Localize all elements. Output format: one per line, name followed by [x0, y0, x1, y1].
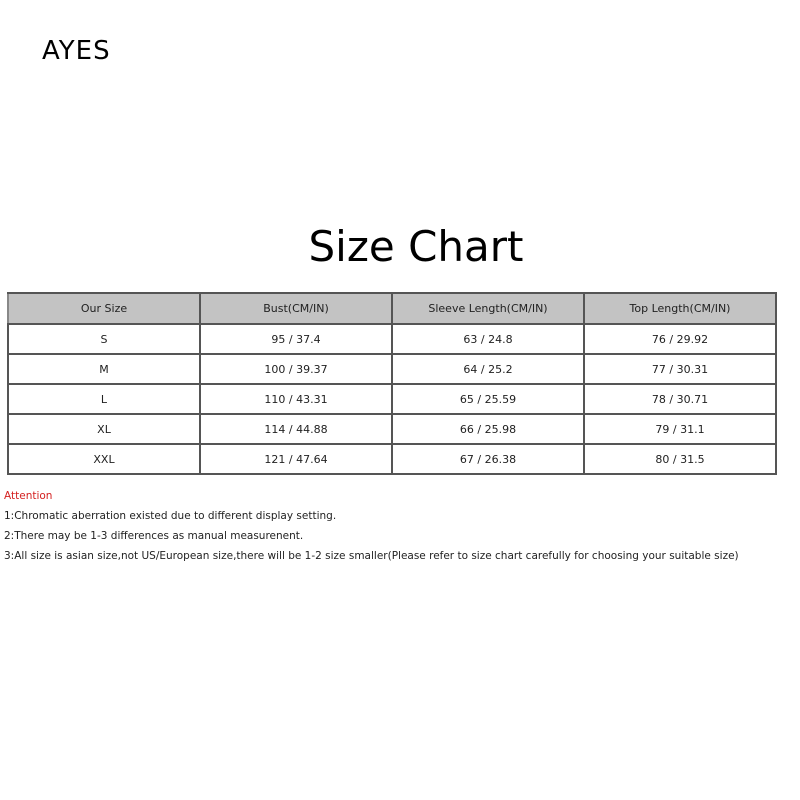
cell-bust: 95 / 37.4 — [200, 324, 392, 354]
cell-sleeve-length: 64 / 25.2 — [392, 354, 584, 384]
cell-sleeve-length: 65 / 25.59 — [392, 384, 584, 414]
note-item: 1:Chromatic aberration existed due to different display setting. — [4, 510, 337, 522]
cell-bust: 114 / 44.88 — [200, 414, 392, 444]
cell-top-length: 79 / 31.1 — [584, 414, 776, 444]
attention-heading: Attention — [4, 490, 53, 502]
table-row — [8, 384, 776, 414]
cell-sleeve-length: 66 / 25.98 — [392, 414, 584, 444]
cell-bust: 110 / 43.31 — [200, 384, 392, 414]
table-row — [8, 354, 776, 384]
table-header-row — [8, 293, 776, 324]
column-header-bust: Bust(CM/IN) — [200, 293, 392, 324]
cell-size: S — [8, 324, 200, 354]
cell-sleeve-length: 63 / 24.8 — [392, 324, 584, 354]
cell-bust: 121 / 47.64 — [200, 444, 392, 474]
column-header-size: Our Size — [8, 293, 200, 324]
cell-top-length: 76 / 29.92 — [584, 324, 776, 354]
page-title: Size Chart — [308, 222, 524, 271]
cell-top-length: 80 / 31.5 — [584, 444, 776, 474]
cell-top-length: 77 / 30.31 — [584, 354, 776, 384]
cell-bust: 100 / 39.37 — [200, 354, 392, 384]
cell-sleeve-length: 67 / 26.38 — [392, 444, 584, 474]
cell-size: M — [8, 354, 200, 384]
cell-size: XXL — [8, 444, 200, 474]
note-item: 3:All size is asian size,not US/European size,there will be 1-2 size smaller(Please refer to size chart carefully for choosing your suitable size) — [4, 550, 739, 562]
brand-logo: AYES — [42, 36, 111, 66]
size-chart-table — [7, 292, 777, 475]
table-row — [8, 444, 776, 474]
note-item: 2:There may be 1-3 differences as manual measurenent. — [4, 530, 304, 542]
column-header-sleeve-length: Sleeve Length(CM/IN) — [392, 293, 584, 324]
column-header-top-length: Top Length(CM/IN) — [584, 293, 776, 324]
cell-size: XL — [8, 414, 200, 444]
attention-notes — [4, 489, 739, 569]
table-row — [8, 324, 776, 354]
cell-top-length: 78 / 30.71 — [584, 384, 776, 414]
cell-size: L — [8, 384, 200, 414]
table-row — [8, 414, 776, 444]
